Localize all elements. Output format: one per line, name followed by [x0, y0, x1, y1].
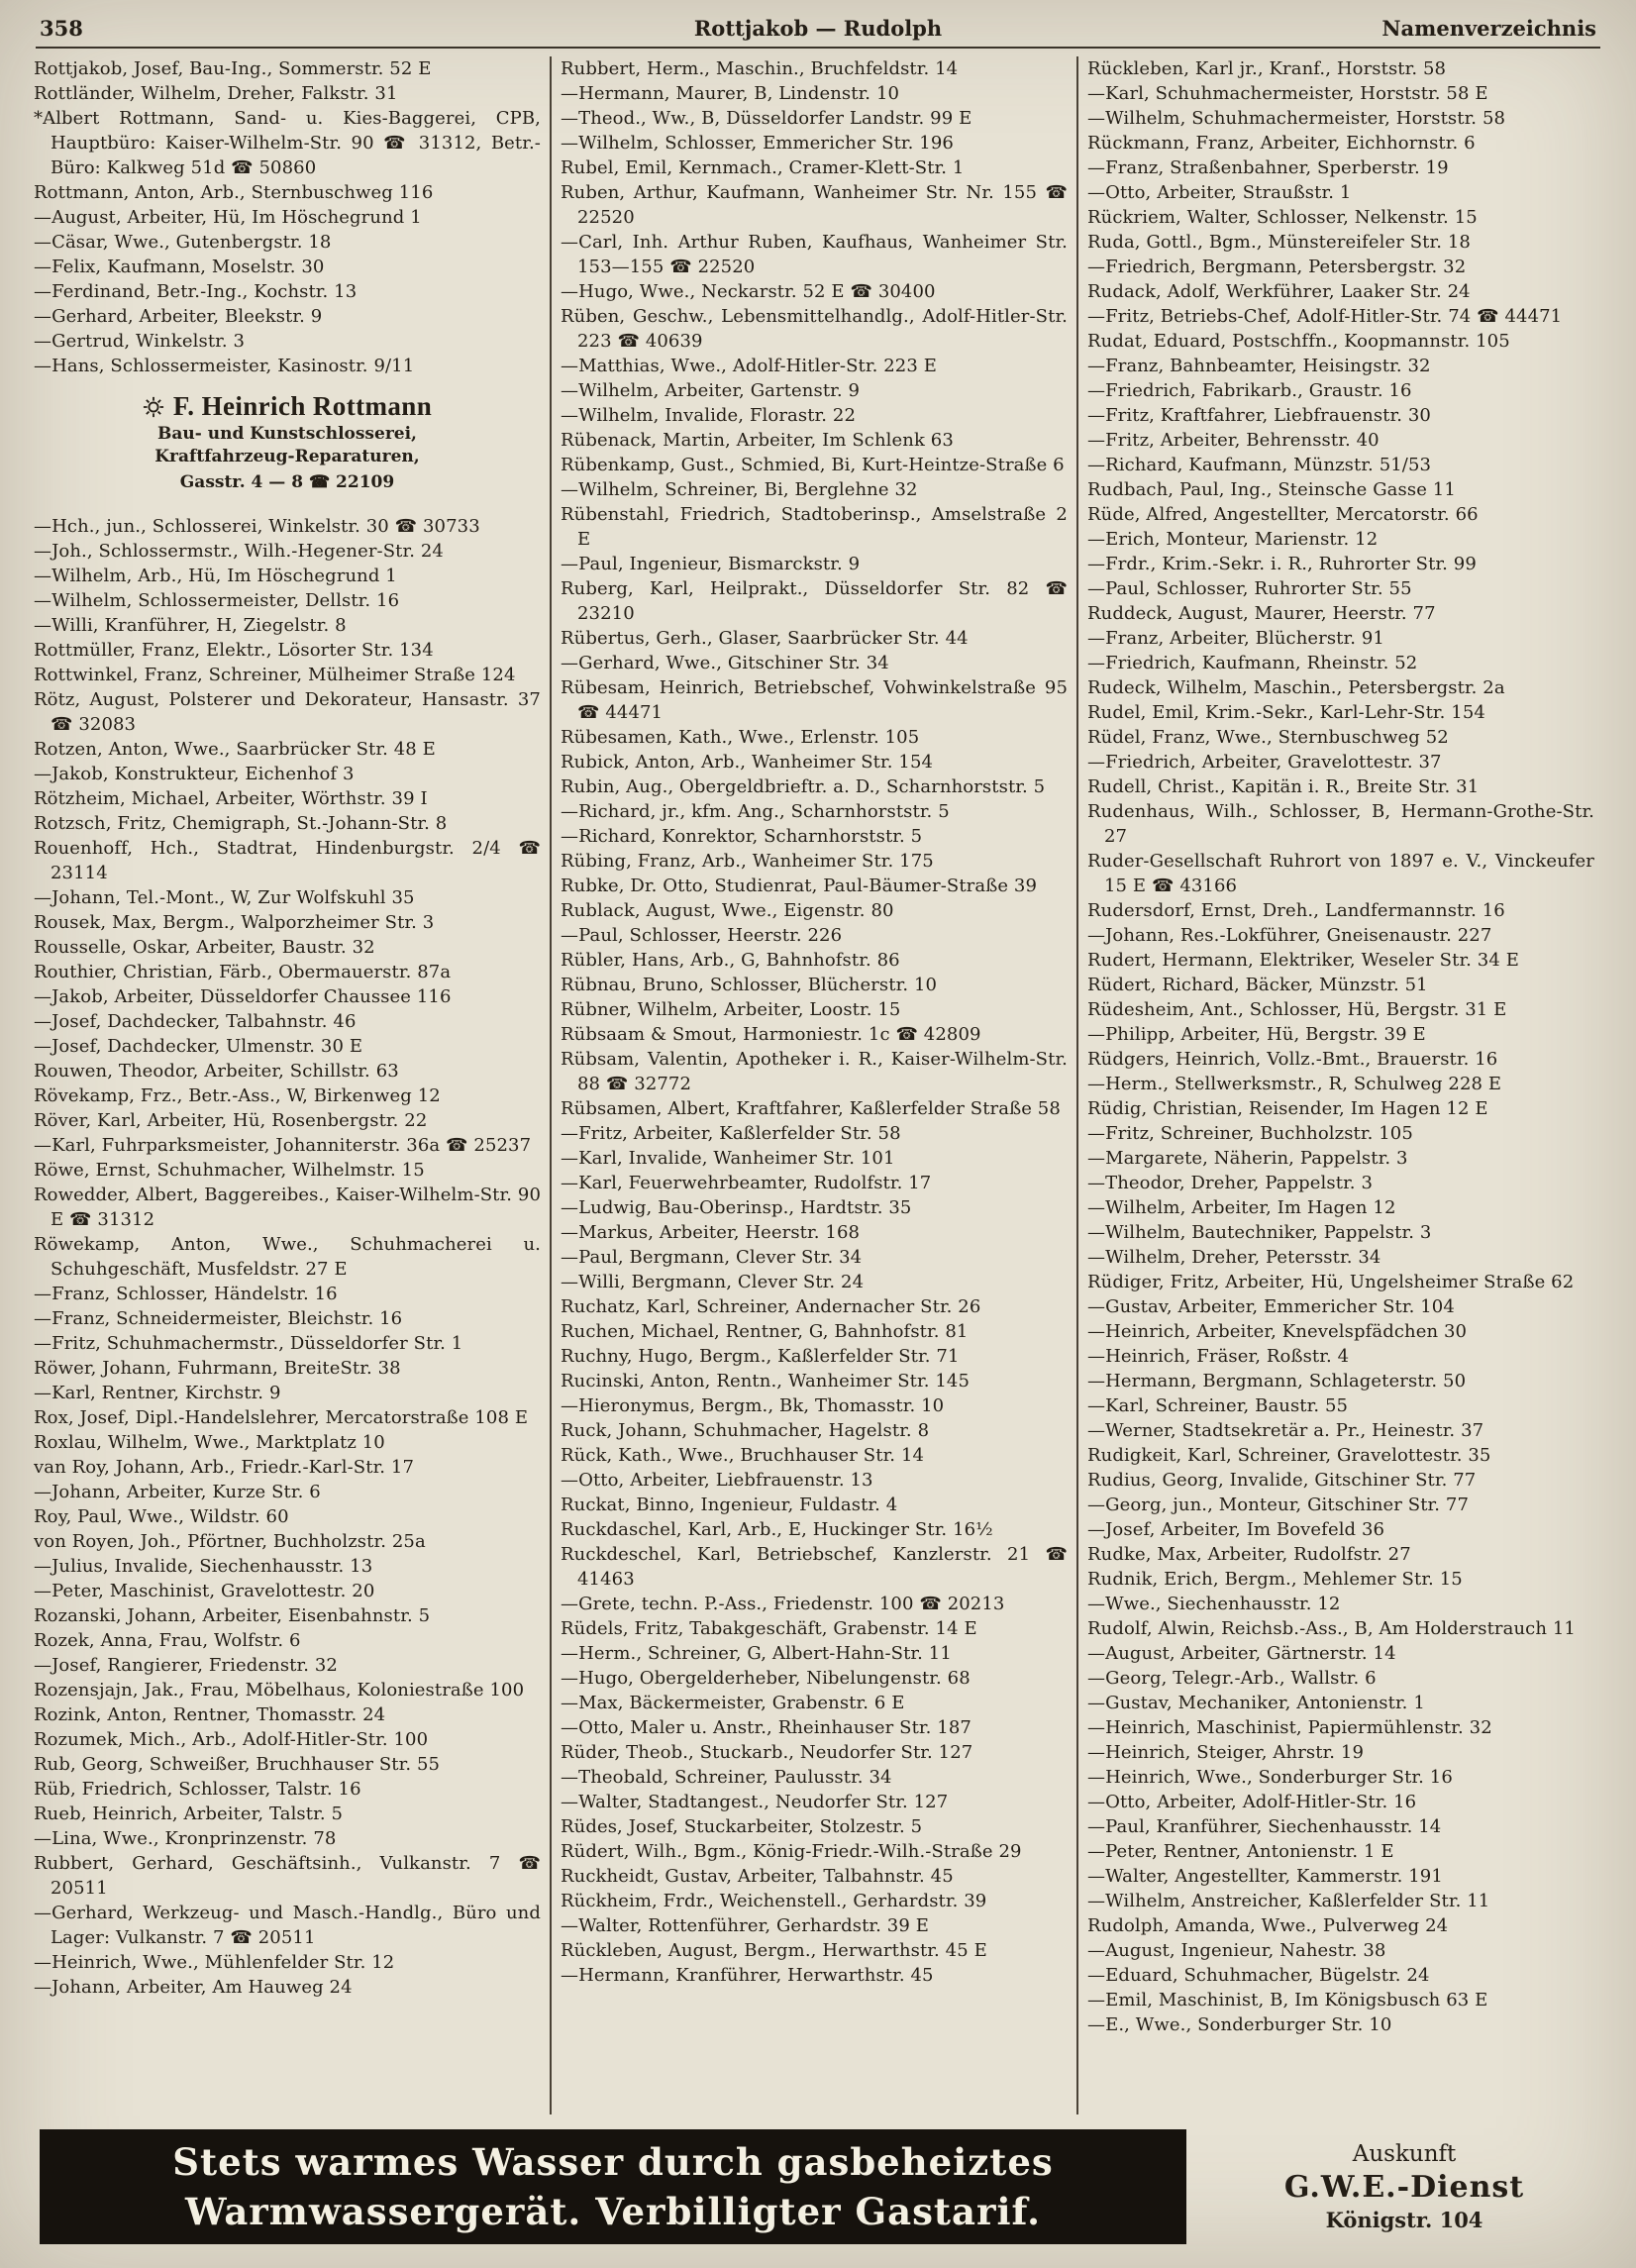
directory-entry: Rozensjajn, Jak., Frau, Möbelhaus, Koloniestraße 100 — [34, 1680, 525, 1701]
directory-entry: —Peter, Rentner, Antonienstr. 1 E — [1087, 1841, 1394, 1862]
directory-entry: —Wilhelm, Dreher, Petersstr. 34 — [1087, 1247, 1381, 1268]
directory-columns — [0, 49, 1636, 2114]
directory-entry: —Karl, Rentner, Kirchstr. 9 — [34, 1383, 281, 1403]
bottom-ad-strip — [0, 2129, 1636, 2244]
directory-entry: Ruben, Arthur, Kaufmann, Wanheimer Str. Nr. 155 ☎ 22520 — [561, 182, 1068, 228]
directory-entry: —Gustav, Mechaniker, Antonienstr. 1 — [1087, 1693, 1425, 1713]
directory-entry: —Otto, Arbeiter, Liebfrauenstr. 13 — [561, 1470, 873, 1491]
directory-entry: —Friedrich, Kaufmann, Rheinstr. 52 — [1087, 653, 1418, 673]
directory-entry: —Johann, Arbeiter, Am Hauweg 24 — [34, 1977, 353, 1998]
directory-entry: —Richard, jr., kfm. Ang., Scharnhorststr. 5 — [561, 801, 950, 822]
directory-entry: Rüde, Alfred, Angestellter, Mercatorstr. 66 — [1087, 504, 1479, 525]
directory-entry: Rüdel, Franz, Wwe., Sternbuschweg 52 — [1087, 727, 1449, 748]
directory-entry: Rucinski, Anton, Rentn., Wanheimer Str. 145 — [561, 1371, 971, 1392]
column-divider-2 — [1076, 56, 1078, 2114]
directory-entry: —Hch., jun., Schlosserei, Winkelstr. 30 ☎ 30733 — [34, 516, 480, 537]
gas-water-heater-ad-banner — [40, 2129, 1186, 2244]
directory-entry: —Georg, jun., Monteur, Gitschiner Str. 77 — [1087, 1495, 1470, 1515]
directory-entry: Rudigkeit, Karl, Schreiner, Gravelottestr. 35 — [1087, 1445, 1491, 1466]
directory-entry: von Royen, Joh., Pförtner, Buchholzstr. 25a — [34, 1531, 426, 1552]
directory-entry: Rozek, Anna, Frau, Wolfstr. 6 — [34, 1630, 301, 1651]
directory-entry: —E., Wwe., Sonderburger Str. 10 — [1087, 2014, 1392, 2035]
directory-entry: Rückleben, August, Bergm., Herwarthstr. 45 E — [561, 1940, 987, 1961]
directory-entry: Rudel, Emil, Krim.-Sekr., Karl-Lehr-Str. 154 — [1087, 702, 1485, 723]
directory-entry: —Paul, Ingenieur, Bismarckstr. 9 — [561, 554, 861, 574]
directory-entry: Rotzen, Anton, Wwe., Saarbrücker Str. 48 E — [34, 739, 436, 760]
directory-entry: Ruck, Johann, Schuhmacher, Hagelstr. 8 — [561, 1420, 930, 1441]
directory-entry: —Otto, Maler u. Anstr., Rheinhauser Str. 187 — [561, 1717, 971, 1738]
directory-entry: *Albert Rottmann, Sand- u. Kies-Baggerei, CPB, Hauptbüro: Kaiser-Wilhelm-Str. 90 ☎ 31312, Betr.-Büro: Kalkweg 51d ☎ 50860 — [34, 108, 541, 178]
directory-entry: Rüdgers, Heinrich, Vollz.-Bmt., Brauerstr. 16 — [1087, 1049, 1498, 1070]
directory-entry: —Walter, Angestellter, Kammerstr. 191 — [1087, 1866, 1443, 1887]
directory-entry: —Franz, Arbeiter, Blücherstr. 91 — [1087, 628, 1384, 649]
directory-entry: —Carl, Inh. Arthur Ruben, Kaufhaus, Wanheimer Str. 153—155 ☎ 22520 — [561, 232, 1068, 277]
directory-entry: Rüdert, Richard, Bäcker, Münzstr. 51 — [1087, 975, 1428, 995]
section-label: Namenverzeichnis — [1381, 16, 1596, 41]
column-3 — [1087, 56, 1594, 2114]
directory-entry: —Richard, Konrektor, Scharnhorststr. 5 — [561, 826, 923, 847]
directory-entry: —Paul, Bergmann, Clever Str. 34 — [561, 1247, 863, 1268]
directory-entry: Rudius, Georg, Invalide, Gitschiner Str. 77 — [1087, 1470, 1477, 1491]
directory-entry: Rövekamp, Frz., Betr.-Ass., W, Birkenweg 12 — [34, 1085, 441, 1106]
directory-entry: Roy, Paul, Wwe., Wildstr. 60 — [34, 1506, 289, 1527]
directory-entry: Rückriem, Walter, Schlosser, Nelkenstr. 15 — [1087, 207, 1478, 228]
directory-entry: —Gustav, Arbeiter, Emmericher Str. 104 — [1087, 1296, 1455, 1317]
directory-entry: —Richard, Kaufmann, Münzstr. 51/53 — [1087, 455, 1432, 475]
entries-group-before-ad — [34, 56, 541, 378]
info-label: Auskunft — [1352, 2141, 1457, 2167]
directory-entry: —Willi, Bergmann, Clever Str. 24 — [561, 1272, 865, 1292]
directory-entry: Ruchen, Michael, Rentner, G, Bahnhofstr. 81 — [561, 1321, 969, 1342]
directory-entry: —Walter, Stadtangest., Neudorfer Str. 127 — [561, 1792, 949, 1812]
directory-entry: —Erich, Monteur, Marienstr. 12 — [1087, 529, 1379, 550]
directory-entry: —Wwe., Siechenhausstr. 12 — [1087, 1594, 1341, 1614]
directory-entry: —Margarete, Näherin, Pappelstr. 3 — [1087, 1148, 1408, 1169]
directory-entry: —Wilhelm, Schlosser, Emmericher Str. 196 — [561, 133, 954, 154]
directory-entry: —Karl, Schreiner, Baustr. 55 — [1087, 1395, 1349, 1416]
directory-entry: Rückmann, Franz, Arbeiter, Eichhornstr. 6 — [1087, 133, 1476, 154]
directory-entry: —Josef, Arbeiter, Im Bovefeld 36 — [1087, 1519, 1385, 1540]
directory-entry: Rüb, Friedrich, Schlosser, Talstr. 16 — [34, 1779, 361, 1800]
directory-entry: —Friedrich, Bergmann, Petersbergstr. 32 — [1087, 257, 1467, 277]
directory-entry: Rudert, Hermann, Elektriker, Weseler Str. 34 E — [1087, 950, 1519, 971]
directory-entry: Rübler, Hans, Arb., G, Bahnhofstr. 86 — [561, 950, 900, 971]
directory-entry: Ruckat, Binno, Ingenieur, Fuldastr. 4 — [561, 1495, 898, 1515]
rottmann-display-ad — [34, 378, 541, 514]
directory-entry: Rottjakob, Josef, Bau-Ing., Sommerstr. 52 E — [34, 58, 432, 79]
directory-entry: Rübner, Wilhelm, Arbeiter, Loostr. 15 — [561, 999, 901, 1020]
directory-entry: —Wilhelm, Anstreicher, Kaßlerfelder Str. 11 — [1087, 1891, 1490, 1911]
directory-entry: Rüdesheim, Ant., Schlosser, Hü, Bergstr. 31 E — [1087, 999, 1507, 1020]
directory-entry: —Johann, Res.-Lokführer, Gneisenaustr. 227 — [1087, 925, 1492, 946]
directory-entry: Rübertus, Gerh., Glaser, Saarbrücker Str. 44 — [561, 628, 969, 649]
entries-group-after-ad — [34, 514, 541, 2000]
directory-entry: Rötz, August, Polsterer und Dekorateur, Hansastr. 37 ☎ 32083 — [34, 689, 541, 735]
directory-entry: —Werner, Stadtsekretär a. Pr., Heinestr. 37 — [1087, 1420, 1484, 1441]
directory-entry: —Josef, Rangierer, Friedenstr. 32 — [34, 1655, 338, 1676]
directory-entry: Röwekamp, Anton, Wwe., Schuhmacherei u. Schuhgeschäft, Musfeldstr. 27 E — [34, 1234, 541, 1280]
directory-entry: —Peter, Maschinist, Gravelottestr. 20 — [34, 1581, 375, 1601]
directory-entry: Rottmann, Anton, Arb., Sternbuschweg 116 — [34, 182, 434, 203]
directory-entry: —Felix, Kaufmann, Moselstr. 30 — [34, 257, 325, 277]
directory-entry: —Wilhelm, Arbeiter, Im Hagen 12 — [1087, 1197, 1396, 1218]
directory-entry: Rubbert, Herm., Maschin., Bruchfeldstr. 14 — [561, 58, 959, 79]
directory-entry: —Johann, Tel.-Mont., W, Zur Wolfskuhl 35 — [34, 887, 415, 908]
directory-entry: —Otto, Arbeiter, Straußstr. 1 — [1087, 182, 1352, 203]
directory-entry: —Eduard, Schuhmacher, Bügelstr. 24 — [1087, 1965, 1430, 1986]
directory-entry: —Josef, Dachdecker, Talbahnstr. 46 — [34, 1011, 357, 1032]
directory-entry: Rotzsch, Fritz, Chemigraph, St.-Johann-Str. 8 — [34, 813, 448, 834]
directory-entry: —Wilhelm, Arb., Hü, Im Höschegrund 1 — [34, 566, 397, 586]
directory-entry: —Karl, Fuhrparksmeister, Johanniterstr. 36a ☎ 25237 — [34, 1135, 532, 1156]
directory-entry: Rudeck, Wilhelm, Maschin., Petersbergstr. 2a — [1087, 677, 1505, 698]
directory-entry: —Fritz, Arbeiter, Kaßlerfelder Str. 58 — [561, 1123, 901, 1144]
directory-entry: Rubin, Aug., Obergeldbrieftr. a. D., Scharnhorststr. 5 — [561, 776, 1046, 797]
directory-entry: Rudke, Max, Arbeiter, Rudolfstr. 27 — [1087, 1544, 1411, 1565]
directory-entry: Rüdes, Josef, Stuckarbeiter, Stolzestr. 5 — [561, 1816, 923, 1837]
directory-entry: —Paul, Schlosser, Heerstr. 226 — [561, 925, 843, 946]
directory-entry: Rubick, Anton, Arb., Wanheimer Str. 154 — [561, 752, 934, 773]
directory-entry: —Hermann, Maurer, B, Lindenstr. 10 — [561, 83, 900, 104]
directory-entry: —Emil, Maschinist, B, Im Königsbusch 63 E — [1087, 1990, 1488, 2010]
directory-entry: Roxlau, Wilhelm, Wwe., Marktplatz 10 — [34, 1432, 385, 1453]
directory-entry: Rubel, Emil, Kernmach., Cramer-Klett-Str. 1 — [561, 157, 965, 178]
directory-entry: Rudat, Eduard, Postschffn., Koopmannstr. 105 — [1087, 331, 1510, 352]
directory-entry: —Ferdinand, Betr.-Ing., Kochstr. 13 — [34, 281, 358, 302]
entries-group — [561, 56, 1068, 1988]
directory-entry: Rübsamen, Albert, Kraftfahrer, Kaßlerfelder Straße 58 — [561, 1098, 1061, 1119]
column-1 — [34, 56, 541, 2114]
directory-entry: Rüdiger, Fritz, Arbeiter, Hü, Ungelsheimer Straße 62 — [1087, 1272, 1575, 1292]
directory-entry: —August, Arbeiter, Gärtnerstr. 14 — [1087, 1643, 1396, 1664]
directory-entry: —Heinrich, Fräser, Roßstr. 4 — [1087, 1346, 1350, 1367]
directory-entry: Rübenkamp, Gust., Schmied, Bi, Kurt-Heintze-Straße 6 — [561, 455, 1065, 475]
directory-entry: Röver, Karl, Arbeiter, Hü, Rosenbergstr. 22 — [34, 1110, 428, 1131]
directory-entry: —Joh., Schlossermstr., Wilh.-Hegener-Str. 24 — [34, 541, 444, 562]
directory-entry: Rudack, Adolf, Werkführer, Laaker Str. 24 — [1087, 281, 1471, 302]
directory-entry: Rückleben, Karl jr., Kranf., Horststr. 58 — [1087, 58, 1447, 79]
directory-entry: —Hermann, Bergmann, Schlageterstr. 50 — [1087, 1371, 1467, 1392]
directory-entry: Rüben, Geschw., Lebensmittelhandlg., Adolf-Hitler-Str. 223 ☎ 40639 — [561, 306, 1068, 352]
directory-entry: —Fritz, Kraftfahrer, Liebfrauenstr. 30 — [1087, 405, 1431, 426]
directory-entry: Rübing, Franz, Arb., Wanheimer Str. 175 — [561, 851, 934, 872]
directory-entry: —Theod., Ww., B, Düsseldorfer Landstr. 99 E — [561, 108, 972, 129]
directory-entry: Rüdels, Fritz, Tabakgeschäft, Grabenstr. 14 E — [561, 1618, 977, 1639]
directory-entry: Rottländer, Wilhelm, Dreher, Falkstr. 31 — [34, 83, 398, 104]
directory-entry: Rüdig, Christian, Reisender, Im Hagen 12 E — [1087, 1098, 1488, 1119]
page-number: 358 — [40, 16, 83, 41]
directory-entry: —Theodor, Dreher, Pappelstr. 3 — [1087, 1173, 1374, 1193]
directory-entry: —August, Ingenieur, Nahestr. 38 — [1087, 1940, 1386, 1961]
directory-entry: Rudell, Christ., Kapitän i. R., Breite Str. 31 — [1087, 776, 1480, 797]
directory-entry: Röwer, Johann, Fuhrmann, BreiteStr. 38 — [34, 1358, 401, 1379]
gear-emblem-icon — [143, 396, 164, 418]
directory-entry: Rousek, Max, Bergm., Walporzheimer Str. 3 — [34, 912, 435, 933]
directory-entry: Rottmüller, Franz, Elektr., Lösorter Str. 134 — [34, 640, 434, 661]
directory-entry: —Heinrich, Maschinist, Papiermühlenstr. 32 — [1087, 1717, 1492, 1738]
directory-entry: —Karl, Schuhmachermeister, Horststr. 58 E — [1087, 83, 1488, 104]
directory-entry: Rudersdorf, Ernst, Dreh., Landfermannstr. 16 — [1087, 900, 1505, 921]
directory-entry: —Markus, Arbeiter, Heerstr. 168 — [561, 1222, 861, 1243]
directory-entry: Ruchatz, Karl, Schreiner, Andernacher Str. 26 — [561, 1296, 981, 1317]
banner-line-2: Warmwassergerät. Verbilligter Gastarif. — [184, 2190, 1042, 2233]
directory-entry: Rübenstahl, Friedrich, Stadtoberinsp., Amselstraße 2 E — [561, 504, 1068, 550]
directory-entry: —Herm., Stellwerksmstr., R, Schulweg 228 E — [1087, 1074, 1502, 1094]
directory-entry: Ruberg, Karl, Heilprakt., Düsseldorfer Str. 82 ☎ 23210 — [561, 578, 1068, 624]
directory-entry: Rub, Georg, Schweißer, Bruchhauser Str. 55 — [34, 1754, 441, 1775]
directory-entry: Röwe, Ernst, Schuhmacher, Wilhelmstr. 15 — [34, 1160, 425, 1181]
directory-entry: —Friedrich, Fabrikarb., Graustr. 16 — [1087, 380, 1412, 401]
directory-entry: Ruchny, Hugo, Bergm., Kaßlerfelder Str. 71 — [561, 1346, 960, 1367]
gwe-info-box — [1212, 2139, 1596, 2234]
directory-entry: —Friedrich, Arbeiter, Gravelottestr. 37 — [1087, 752, 1442, 773]
directory-entry: —Franz, Schneidermeister, Bleichstr. 16 — [34, 1308, 403, 1329]
directory-entry: Rudenhaus, Wilh., Schlosser, B, Hermann-Grothe-Str. 27 — [1087, 801, 1594, 847]
info-service-name: G.W.E.-Dienst — [1283, 2170, 1525, 2205]
directory-entry: —Wilhelm, Arbeiter, Gartenstr. 9 — [561, 380, 861, 401]
directory-entry: Ruckheidt, Gustav, Arbeiter, Talbahnstr. 45 — [561, 1866, 954, 1887]
directory-entry: —Gerhard, Arbeiter, Bleekstr. 9 — [34, 306, 323, 327]
directory-entry: —Paul, Kranführer, Siechenhausstr. 14 — [1087, 1816, 1442, 1837]
ad-service-line: Kraftfahrzeug-Reparaturen, — [154, 447, 420, 466]
directory-entry: —Fritz, Arbeiter, Behrensstr. 40 — [1087, 430, 1380, 451]
directory-entry: Rouenhoff, Hch., Stadtrat, Hindenburgstr. 2/4 ☎ 23114 — [34, 838, 541, 883]
directory-entry: Rübsam, Valentin, Apotheker i. R., Kaiser-Wilhelm-Str. 88 ☎ 32772 — [561, 1049, 1068, 1094]
directory-entry: —Herm., Schreiner, G, Albert-Hahn-Str. 11 — [561, 1643, 952, 1664]
banner-line-1: Stets warmes Wasser durch gasbeheiztes — [172, 2140, 1054, 2184]
directory-entry: —Jakob, Konstrukteur, Eichenhof 3 — [34, 764, 355, 784]
directory-entry: —Wilhelm, Schuhmachermeister, Horststr. 58 — [1087, 108, 1506, 129]
directory-entry: Rudolph, Amanda, Wwe., Pulverweg 24 — [1087, 1915, 1449, 1936]
directory-entry: —Jakob, Arbeiter, Düsseldorfer Chaussee 116 — [34, 986, 452, 1007]
column-divider-1 — [550, 56, 552, 2114]
directory-entry: Ruder-Gesellschaft Ruhrort von 1897 e. V., Vinckeufer 15 E ☎ 43166 — [1087, 851, 1594, 896]
directory-entry: Rudnik, Erich, Bergm., Mehlemer Str. 15 — [1087, 1569, 1463, 1590]
directory-entry: —Wilhelm, Invalide, Florastr. 22 — [561, 405, 857, 426]
directory-entry: —Heinrich, Wwe., Mühlenfelder Str. 12 — [34, 1952, 395, 1973]
directory-entry: Rück, Kath., Wwe., Bruchhauser Str. 14 — [561, 1445, 925, 1466]
column-2 — [561, 56, 1068, 2114]
directory-entry: —Otto, Arbeiter, Adolf-Hitler-Str. 16 — [1087, 1792, 1417, 1812]
entries-group — [1087, 56, 1594, 2037]
page-title: Rottjakob — Rudolph — [693, 16, 943, 41]
directory-entry: Ruda, Gottl., Bgm., Münstereifeler Str. 18 — [1087, 232, 1471, 253]
ad-address-phone-line: Gasstr. 4 — 8 ☎ 22109 — [179, 472, 395, 492]
directory-entry: —Franz, Schlosser, Händelstr. 16 — [34, 1284, 338, 1304]
directory-entry: —Heinrich, Steiger, Ahrstr. 19 — [1087, 1742, 1365, 1763]
directory-entry: Rübenack, Martin, Arbeiter, Im Schlenk 63 — [561, 430, 954, 451]
directory-entry: —Fritz, Betriebs-Chef, Adolf-Hitler-Str. 74 ☎ 44471 — [1087, 306, 1563, 327]
directory-entry: —Heinrich, Arbeiter, Knevelspfädchen 30 — [1087, 1321, 1468, 1342]
directory-entry: —Julius, Invalide, Siechenhausstr. 13 — [34, 1556, 373, 1577]
directory-entry: van Roy, Johann, Arb., Friedr.-Karl-Str. 17 — [34, 1457, 415, 1478]
directory-entry: Rottwinkel, Franz, Schreiner, Mülheimer Straße 124 — [34, 665, 516, 685]
directory-entry: —Grete, techn. P.-Ass., Friedenstr. 100 ☎ 20213 — [561, 1594, 1005, 1614]
directory-entry: —Wilhelm, Schreiner, Bi, Berglehne 32 — [561, 479, 918, 500]
directory-entry: —Theobald, Schreiner, Paulusstr. 34 — [561, 1767, 892, 1788]
directory-entry: —Josef, Dachdecker, Ulmenstr. 30 E — [34, 1036, 363, 1057]
directory-entry: —Franz, Bahnbeamter, Heisingstr. 32 — [1087, 356, 1431, 376]
directory-entry: —Cäsar, Wwe., Gutenbergstr. 18 — [34, 232, 332, 253]
directory-entry: Rousselle, Oskar, Arbeiter, Baustr. 32 — [34, 937, 375, 958]
directory-entry: —Wilhelm, Bautechniker, Pappelstr. 3 — [1087, 1222, 1432, 1243]
directory-entry: Rozumek, Mich., Arb., Adolf-Hitler-Str. 100 — [34, 1729, 429, 1750]
directory-entry: —Gertrud, Winkelstr. 3 — [34, 331, 246, 352]
directory-entry: —Lina, Wwe., Kronprinzenstr. 78 — [34, 1828, 337, 1849]
directory-entry: Routhier, Christian, Färb., Obermauerstr. 87a — [34, 962, 452, 982]
directory-entry: Rudolf, Alwin, Reichsb.-Ass., B, Am Holderstrauch 11 — [1087, 1618, 1576, 1639]
directory-entry: —Wilhelm, Schlossermeister, Dellstr. 16 — [34, 590, 400, 611]
directory-entry: Rückheim, Frdr., Weichenstell., Gerhardstr. 39 — [561, 1891, 987, 1911]
directory-entry: —Georg, Telegr.-Arb., Wallstr. 6 — [1087, 1668, 1377, 1689]
directory-entry: —Gerhard, Werkzeug- und Masch.-Handlg., Büro und Lager: Vulkanstr. 7 ☎ 20511 — [34, 1903, 541, 1948]
directory-entry: Rübesam, Heinrich, Betriebschef, Vohwinkelstraße 95 ☎ 44471 — [561, 677, 1068, 723]
directory-entry: Rubke, Dr. Otto, Studienrat, Paul-Bäumer-Straße 39 — [561, 876, 1037, 896]
directory-entry: —Willi, Kranführer, H, Ziegelstr. 8 — [34, 615, 347, 636]
directory-entry: —Gerhard, Wwe., Gitschiner Str. 34 — [561, 653, 889, 673]
directory-entry: —Hieronymus, Bergm., Bk, Thomasstr. 10 — [561, 1395, 945, 1416]
directory-entry: Rübnau, Bruno, Schlosser, Blücherstr. 10 — [561, 975, 938, 995]
directory-entry: Ruckdaschel, Karl, Arb., E, Huckinger Str. 16½ — [561, 1519, 993, 1540]
directory-entry: —Hugo, Obergelderheber, Nibelungenstr. 68 — [561, 1668, 971, 1689]
directory-entry: —Franz, Straßenbahner, Sperberstr. 19 — [1087, 157, 1449, 178]
directory-entry: —Johann, Arbeiter, Kurze Str. 6 — [34, 1482, 321, 1502]
directory-entry: —August, Arbeiter, Hü, Im Höschegrund 1 — [34, 207, 422, 228]
directory-entry: Rudbach, Paul, Ing., Steinsche Gasse 11 — [1087, 479, 1456, 500]
ad-business-line: Bau- und Kunstschlosserei, — [157, 424, 417, 444]
directory-entry: Rozanski, Johann, Arbeiter, Eisenbahnstr. 5 — [34, 1605, 431, 1626]
directory-entry: —Hugo, Wwe., Neckarstr. 52 E ☎ 30400 — [561, 281, 936, 302]
info-address: Königstr. 104 — [1325, 2208, 1483, 2232]
directory-entry: Rüdert, Wilh., Bgm., König-Friedr.-Wilh.-Straße 29 — [561, 1841, 1022, 1862]
directory-entry: Rötzheim, Michael, Arbeiter, Wörthstr. 39 I — [34, 788, 428, 809]
ad-company-name: F. Heinrich Rottmann — [172, 391, 433, 421]
directory-entry: Rozink, Anton, Rentner, Thomasstr. 24 — [34, 1704, 386, 1725]
directory-entry: —Hans, Schlossermeister, Kasinostr. 9/11 — [34, 356, 415, 376]
directory-entry: Rübsaam & Smout, Harmoniestr. 1c ☎ 42809 — [561, 1024, 981, 1045]
directory-entry: Rowedder, Albert, Baggereibes., Kaiser-Wilhelm-Str. 90 E ☎ 31312 — [34, 1185, 541, 1230]
directory-entry: —Ludwig, Bau-Oberinsp., Hardtstr. 35 — [561, 1197, 912, 1218]
directory-entry: —Walter, Rottenführer, Gerhardstr. 39 E — [561, 1915, 929, 1936]
directory-entry: —Hermann, Kranführer, Herwarthstr. 45 — [561, 1965, 934, 1986]
directory-entry: Rüder, Theob., Stuckarb., Neudorfer Str. 127 — [561, 1742, 973, 1763]
directory-entry: —Fritz, Schuhmachermstr., Düsseldorfer Str. 1 — [34, 1333, 463, 1354]
directory-entry: Ruckdeschel, Karl, Betriebschef, Kanzlerstr. 21 ☎ 41463 — [561, 1544, 1068, 1590]
directory-entry: Rouwen, Theodor, Arbeiter, Schillstr. 63 — [34, 1061, 399, 1082]
directory-entry: Rübesamen, Kath., Wwe., Erlenstr. 105 — [561, 727, 920, 748]
running-head — [0, 0, 1636, 45]
directory-entry: Rueb, Heinrich, Arbeiter, Talstr. 5 — [34, 1804, 344, 1824]
directory-entry: Rublack, August, Wwe., Eigenstr. 80 — [561, 900, 894, 921]
directory-entry: —Matthias, Wwe., Adolf-Hitler-Str. 223 E — [561, 356, 937, 376]
directory-entry: —Paul, Schlosser, Ruhrorter Str. 55 — [1087, 578, 1412, 599]
directory-entry: Rubbert, Gerhard, Geschäftsinh., Vulkanstr. 7 ☎ 20511 — [34, 1853, 541, 1899]
directory-entry: —Karl, Feuerwehrbeamter, Rudolfstr. 17 — [561, 1173, 932, 1193]
directory-entry: Ruddeck, August, Maurer, Heerstr. 77 — [1087, 603, 1436, 624]
directory-entry: —Heinrich, Wwe., Sonderburger Str. 16 — [1087, 1767, 1453, 1788]
directory-entry: —Karl, Invalide, Wanheimer Str. 101 — [561, 1148, 895, 1169]
directory-entry: —Philipp, Arbeiter, Hü, Bergstr. 39 E — [1087, 1024, 1426, 1045]
directory-entry: Rox, Josef, Dipl.-Handelslehrer, Mercatorstraße 108 E — [34, 1407, 529, 1428]
directory-entry: —Frdr., Krim.-Sekr. i. R., Ruhrorter Str. 99 — [1087, 554, 1477, 574]
directory-entry: —Max, Bäckermeister, Grabenstr. 6 E — [561, 1693, 905, 1713]
directory-entry: —Fritz, Schreiner, Buchholzstr. 105 — [1087, 1123, 1413, 1144]
